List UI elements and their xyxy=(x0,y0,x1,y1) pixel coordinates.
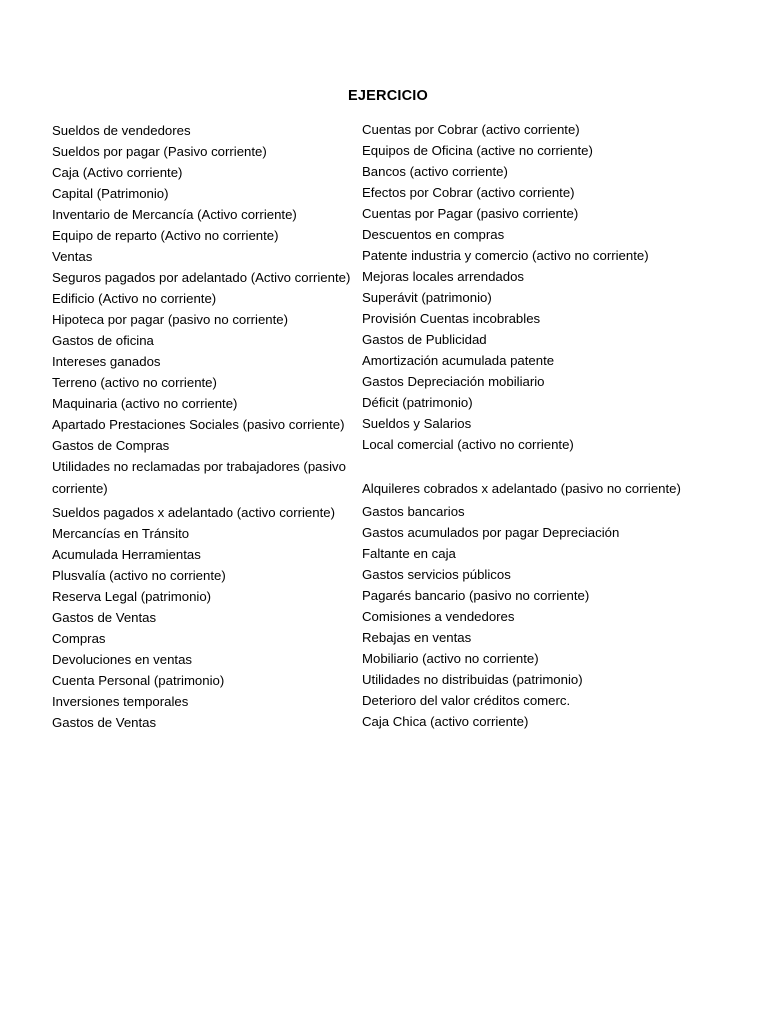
table-row xyxy=(52,691,742,712)
left-account: Edificio (Activo no corriente) xyxy=(52,291,217,306)
table-row xyxy=(52,372,742,393)
table-row xyxy=(52,225,742,246)
right-account: Alquileres cobrados x adelantado (pasivo no corriente) xyxy=(362,481,681,496)
table-row xyxy=(52,628,742,649)
right-account: Sueldos y Salarios xyxy=(362,416,472,431)
table-row xyxy=(52,162,742,183)
right-account: Gastos servicios públicos xyxy=(362,567,511,582)
left-account: Equipo de reparto (Activo no corriente) xyxy=(52,228,279,243)
left-account: Gastos de Compras xyxy=(52,438,170,453)
right-account: Local comercial (activo no corriente) xyxy=(362,437,574,452)
table-row xyxy=(52,393,742,414)
left-account: Sueldos por pagar (Pasivo corriente) xyxy=(52,144,267,159)
left-account: Plusvalía (activo no corriente) xyxy=(52,568,226,583)
left-account: Gastos de Ventas xyxy=(52,610,157,625)
right-account: Pagarés bancario (pasivo no corriente) xyxy=(362,588,590,603)
table-row xyxy=(52,414,742,435)
accounts-table xyxy=(52,120,742,733)
table-row xyxy=(52,288,742,309)
right-account: Equipos de Oficina (active no corriente) xyxy=(362,143,593,158)
left-account: Inventario de Mercancía (Activo corriente) xyxy=(52,207,297,222)
table-row xyxy=(52,267,742,288)
table-row xyxy=(52,712,742,733)
left-account: Seguros pagados por adelantado (Activo corriente) xyxy=(52,270,351,285)
left-account: Capital (Patrimonio) xyxy=(52,186,169,201)
page-title: EJERCICIO xyxy=(348,88,428,104)
right-account: Efectos por Cobrar (activo corriente) xyxy=(362,185,575,200)
right-account: Caja Chica (activo corriente) xyxy=(362,714,529,729)
right-account: Faltante en caja xyxy=(362,546,456,561)
right-account: Deterioro del valor créditos comerc. xyxy=(362,693,571,708)
right-account: Rebajas en ventas xyxy=(362,630,472,645)
left-account: Maquinaria (activo no corriente) xyxy=(52,396,238,411)
left-account: Compras xyxy=(52,631,106,646)
right-account: Provisión Cuentas incobrables xyxy=(362,311,541,326)
right-account: Patente industria y comercio (activo no corriente) xyxy=(362,248,649,263)
table-row xyxy=(52,607,742,628)
right-account: Mejoras locales arrendados xyxy=(362,269,524,284)
left-account: Ventas xyxy=(52,249,93,264)
right-account: Gastos Depreciación mobiliario xyxy=(362,374,545,389)
table-row xyxy=(52,456,742,500)
left-account: Cuenta Personal (patrimonio) xyxy=(52,673,225,688)
right-account: Superávit (patrimonio) xyxy=(362,290,492,305)
table-row xyxy=(52,204,742,225)
table-row xyxy=(52,141,742,162)
right-account: Gastos de Publicidad xyxy=(362,332,487,347)
table-row xyxy=(52,435,742,456)
left-account: Gastos de Ventas xyxy=(52,715,157,730)
left-account: Sueldos pagados x adelantado (activo corriente) xyxy=(52,505,335,520)
table-row xyxy=(52,670,742,691)
right-account: Mobiliario (activo no corriente) xyxy=(362,651,539,666)
left-account: Inversiones temporales xyxy=(52,694,189,709)
right-account: Gastos acumulados por pagar Depreciación xyxy=(362,525,620,540)
right-account: Cuentas por Cobrar (activo corriente) xyxy=(362,122,580,137)
right-account: Déficit (patrimonio) xyxy=(362,395,473,410)
left-account: Hipoteca por pagar (pasivo no corriente) xyxy=(52,312,289,327)
table-row xyxy=(52,649,742,670)
left-account: Acumulada Herramientas xyxy=(52,547,201,562)
left-account: Caja (Activo corriente) xyxy=(52,165,183,180)
right-account: Utilidades no distribuidas (patrimonio) xyxy=(362,672,583,687)
table-row xyxy=(52,351,742,372)
left-account: Mercancías en Tránsito xyxy=(52,526,190,541)
right-account: Descuentos en compras xyxy=(362,227,505,242)
left-account: Apartado Prestaciones Sociales (pasivo corriente) xyxy=(52,417,345,432)
left-account: Utilidades no reclamadas por trabajadores (pasivo corriente) xyxy=(52,459,346,496)
table-row xyxy=(52,502,742,523)
left-account: Gastos de oficina xyxy=(52,333,154,348)
right-account: Amortización acumulada patente xyxy=(362,353,555,368)
table-row xyxy=(52,183,742,204)
table-row xyxy=(52,565,742,586)
table-row xyxy=(52,586,742,607)
table-row xyxy=(52,246,742,267)
table-row xyxy=(52,544,742,565)
left-account: Terreno (activo no corriente) xyxy=(52,375,217,390)
left-account: Intereses ganados xyxy=(52,354,161,369)
left-account: Reserva Legal (patrimonio) xyxy=(52,589,212,604)
table-row xyxy=(52,309,742,330)
right-account: Comisiones a vendedores xyxy=(362,609,515,624)
left-account: Sueldos de vendedores xyxy=(52,123,191,138)
right-account: Gastos bancarios xyxy=(362,504,465,519)
table-row xyxy=(52,330,742,351)
right-account: Cuentas por Pagar (pasivo corriente) xyxy=(362,206,579,221)
table-row xyxy=(52,120,742,141)
table-row xyxy=(52,523,742,544)
right-account: Bancos (activo corriente) xyxy=(362,164,508,179)
left-account: Devoluciones en ventas xyxy=(52,652,193,667)
